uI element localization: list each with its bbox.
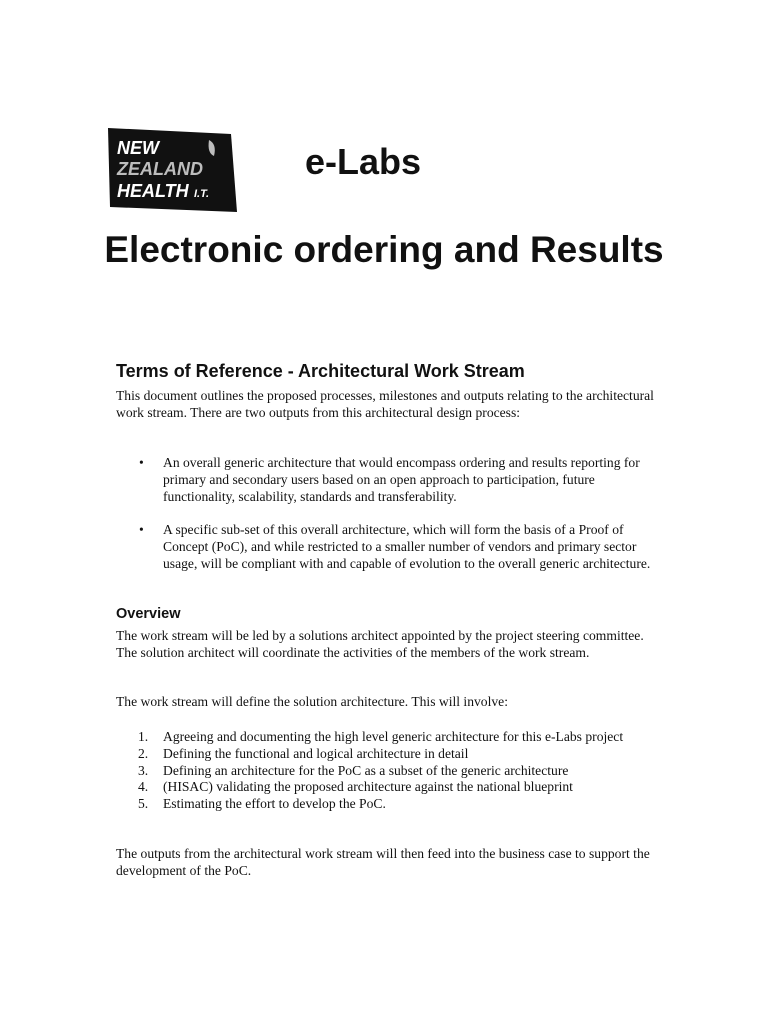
bullet-text: An overall generic architecture that would encompass ordering and results reporting for primary and secondary users based on an open approach to participation, future functionality, scalability, standards and transferability. xyxy=(163,455,640,504)
svg-text:ZEALAND: ZEALAND xyxy=(117,159,203,179)
main-title: Electronic ordering and Results xyxy=(104,229,664,270)
step-item xyxy=(116,796,656,813)
step-text: Defining the functional and logical architecture in detail xyxy=(163,745,469,761)
step-text: (HISAC) validating the proposed architecture against the national blueprint xyxy=(163,779,573,795)
outputs-bullet-list xyxy=(116,455,656,590)
bullet-icon: • xyxy=(139,455,144,470)
document-title: e-Labs xyxy=(305,141,422,182)
svg-text:NEW: NEW xyxy=(117,138,159,158)
svg-text:HEALTH: HEALTH xyxy=(117,181,189,201)
step-number: 5. xyxy=(138,796,149,812)
nz-health-it-logo xyxy=(108,126,238,212)
step-item xyxy=(116,746,656,763)
svg-text:I.T.: I.T. xyxy=(194,188,210,200)
step-item xyxy=(116,763,656,780)
steps-numbered-list xyxy=(116,729,656,813)
bullet-item xyxy=(116,455,656,505)
bullet-icon: • xyxy=(139,522,144,538)
step-text: Defining an architecture for the PoC as a subset of the generic architecture xyxy=(163,762,569,778)
step-number: 1. xyxy=(138,729,149,744)
step-number: 2. xyxy=(138,745,149,761)
bullet-item xyxy=(116,522,656,572)
overview-heading: Overview xyxy=(116,606,181,622)
bullet-text: A specific sub-set of this overall architecture, which will form the basis of a Proof of Concept (PoC), and while restricted to a smaller number of vendors and primary sector usage, will be compliant with and capable of evolution to the overall generic architecture. xyxy=(163,522,651,571)
outputs-paragraph: The outputs from the architectural work stream will then feed into the business case to support the development of the PoC. xyxy=(116,846,650,878)
section-heading: Terms of Reference - Architectural Work Stream xyxy=(116,361,525,381)
intro-paragraph: This document outlines the proposed processes, milestones and outputs relating to the architectural work stream. There are two outputs from this architectural design process: xyxy=(116,388,654,420)
involve-paragraph: The work stream will define the solution architecture. This will involve: xyxy=(116,694,508,709)
step-item xyxy=(116,779,656,796)
step-item xyxy=(116,729,656,746)
step-text: Estimating the effort to develop the PoC. xyxy=(163,796,386,812)
step-number: 3. xyxy=(138,762,149,778)
step-text: Agreeing and documenting the high level generic architecture for this e-Labs project xyxy=(163,729,624,744)
overview-paragraph: The work stream will be led by a solutions architect appointed by the project steering committee. The solution architect will coordinate the activities of the members of the work stream. xyxy=(116,628,644,660)
step-number: 4. xyxy=(138,779,149,795)
